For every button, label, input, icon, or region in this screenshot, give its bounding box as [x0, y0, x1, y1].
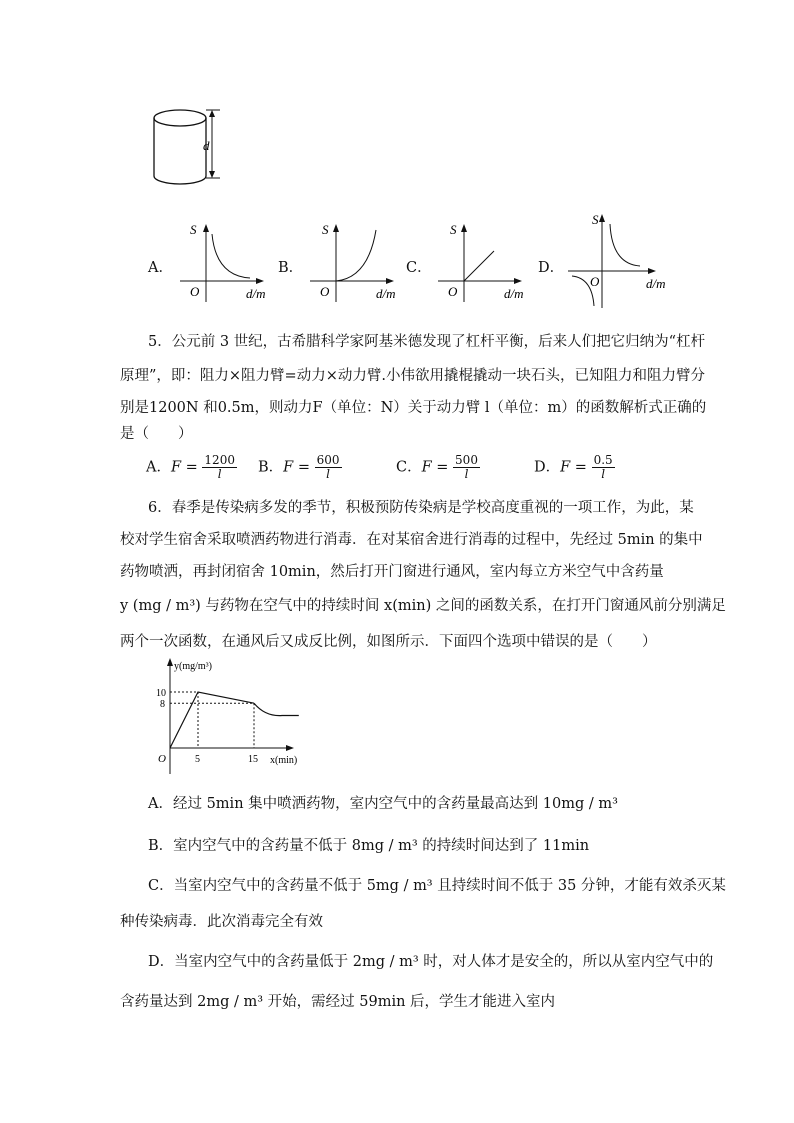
q5-option-c: C．F = $\frac{500}{l}$ — [396, 453, 478, 481]
q5-line-2: 原理”，即：阻力×阻力臂=动力×动力臂.小伟欲用撬棍撬动一块石头，已知阻力和阻力臂分 — [120, 368, 705, 384]
svg-text:d/m: d/m — [246, 286, 266, 301]
svg-text:O: O — [448, 284, 458, 299]
cylinder-label: d — [203, 138, 210, 153]
svg-text:S: S — [592, 212, 599, 227]
svg-text:S: S — [450, 222, 457, 237]
q6-option-c-line-2: 种传染病毒．此次消毒完全有效 — [120, 914, 323, 930]
q5-option-d: D．F = $\frac{0.5}{l}$ — [534, 453, 613, 481]
chart-xlabel: x(min) — [270, 755, 298, 766]
graph-a — [172, 218, 272, 308]
svg-text:S: S — [190, 222, 197, 237]
graph-option-c-letter: C． — [406, 260, 432, 276]
q6-line-4: y (mg / m³) 与药物在空气中的持续时间 x(min) 之间的函数关系，在打开门窗通风前分别满足 — [120, 598, 726, 614]
chart-origin: O — [158, 753, 166, 765]
svg-text:d/m: d/m — [646, 276, 666, 291]
chart-tick-x-5: 5 — [195, 754, 200, 765]
chart-tick-y-10: 10 — [156, 688, 166, 699]
q6-line-5: 两个一次函数，在通风后又成反比例，如图所示．下面四个选项中错误的是（ ） — [120, 634, 657, 650]
graph-d — [566, 208, 676, 312]
svg-text:O: O — [190, 284, 200, 299]
chart-ylabel: y(mg/m³) — [174, 661, 212, 672]
chart-series-line — [170, 692, 254, 748]
q5-option-b: B．F = $\frac{600}{l}$ — [258, 453, 340, 481]
q5-line-1: 5．公元前 3 世纪，古希腊科学家阿基米德发现了杠杆平衡，后来人们把它归纳为“杠杆 — [148, 334, 706, 350]
chart-series-tail — [254, 703, 299, 715]
q6-option-d-line-1: D．当室内空气中的含药量低于 2mg / m³ 时，对人体才是安全的，所以从室内空气中的 — [148, 954, 714, 970]
q6-option-a: A．经过 5min 集中喷洒药物，室内空气中的含药量最高达到 10mg / m³ — [148, 796, 618, 812]
q6-option-c-line-1: C．当室内空气中的含药量不低于 5mg / m³ 且持续时间不低于 35 分钟，才能有效杀灭某 — [148, 878, 726, 894]
q5-line-4: 是（ ） — [120, 426, 193, 442]
svg-text:d/m: d/m — [504, 286, 524, 301]
q6-option-b: B．室内空气中的含药量不低于 8mg / m³ 的持续时间达到了 11min — [148, 838, 590, 854]
q6-option-d-line-2: 含药量达到 2mg / m³ 开始，需经过 59min 后，学生才能进入室内 — [120, 994, 556, 1010]
q5-option-a: A．F = $\frac{1200}{l}$ — [146, 453, 235, 481]
chart-tick-x-15: 15 — [248, 754, 258, 765]
chart-tick-y-8: 8 — [160, 699, 165, 711]
q6-line-3: 药物喷洒，再封闭宿舍 10min，然后打开门窗进行通风，室内每立方米空气中含药量 — [120, 564, 664, 580]
graph-option-d-letter: D． — [538, 260, 565, 276]
cylinder-figure — [140, 104, 240, 194]
q6-line-2: 校对学生宿舍采取喷洒药物进行消毒．在对某宿舍进行消毒的过程中，先经过 5min 的集中 — [120, 532, 703, 548]
graph-option-b-letter: B． — [278, 260, 304, 276]
svg-text:O: O — [320, 284, 330, 299]
graph-option-a-letter: A． — [148, 260, 173, 276]
graph-c — [430, 218, 530, 308]
q6-chart — [150, 656, 330, 776]
svg-text:O: O — [590, 274, 600, 289]
svg-text:S: S — [322, 222, 329, 237]
svg-text:d/m: d/m — [376, 286, 396, 301]
graph-b — [302, 218, 402, 308]
q6-line-1: 6．春季是传染病多发的季节，积极预防传染病是学校高度重视的一项工作，为此，某 — [148, 500, 694, 516]
q5-line-3: 别是1200N 和0.5m，则动力F（单位：N）关于动力臂 l（单位：m）的函数解析式正确的 — [120, 400, 707, 416]
